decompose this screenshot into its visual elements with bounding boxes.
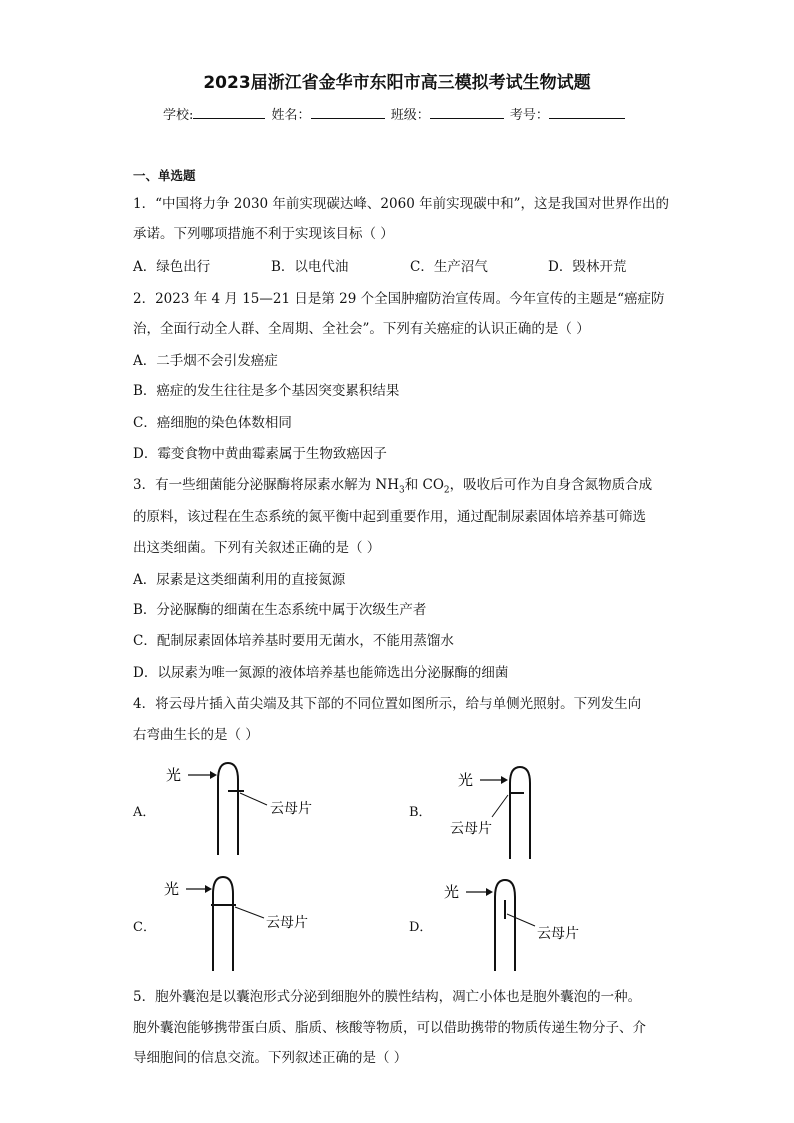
mica-pointer — [507, 914, 535, 926]
q4-figure-d — [440, 872, 600, 972]
q2-option-a[interactable]: A．二手烟不会引发癌症 — [133, 353, 278, 369]
q3-stem-line2: 的原料，该过程在生态系统的氮平衡中起到重要作用，通过配制尿素固体培养基可筛选 — [133, 509, 646, 525]
q4-stem-line1: 4．将云母片插入苗尖端及其下部的不同位置如图所示，给与单侧光照射。下列发生向 — [133, 696, 642, 712]
school-label: 学校: — [163, 108, 194, 123]
mica-pointer — [235, 907, 264, 918]
light-arrowhead — [501, 776, 508, 784]
class-label: 班级： — [390, 108, 430, 123]
mica-label: 云母片 — [537, 926, 579, 942]
q3-option-c[interactable]: C．配制尿素固体培养基时要用无菌水，不能用蒸馏水 — [133, 633, 454, 649]
coleoptile — [218, 763, 238, 855]
q2-stem-line1: 2．2023 年 4 月 15—21 日是第 29 个全国肿瘤防治宣传周。今年宣传的主题是“癌症防 — [133, 291, 665, 307]
q3-option-d[interactable]: D．以尿素为唯一氮源的液体培养基也能筛选出分泌脲酶的细菌 — [133, 665, 509, 681]
q1-option-a[interactable]: A．绿色出行 — [133, 259, 211, 275]
name-label: 姓名： — [271, 108, 311, 123]
q2-option-b[interactable]: B．癌症的发生往往是多个基因突变累积结果 — [133, 383, 400, 399]
light-arrowhead — [205, 885, 212, 893]
coleoptile — [213, 877, 233, 971]
q5-stem-line1: 5．胞外囊泡是以囊泡形式分泌到细胞外的膜性结构，凋亡小体也是胞外囊泡的一种。 — [133, 989, 642, 1005]
section-heading: 一、单选题 — [133, 168, 196, 183]
q1-option-d[interactable]: D．毁林开荒 — [548, 259, 627, 275]
light-label: 光 — [458, 771, 474, 789]
q3-option-b[interactable]: B．分泌脲酶的细菌在生态系统中属于次级生产者 — [133, 602, 427, 618]
coleoptile — [495, 880, 515, 971]
q4-figure-a — [160, 755, 330, 860]
q2-option-c[interactable]: C．癌细胞的染色体数相同 — [133, 415, 292, 431]
q1-stem-line1: 1．“中国将力争 2030 年前实现碳达峰、2060 年前实现碳中和”，这是我国对世界作出的 — [133, 196, 669, 212]
q4-figure-b — [440, 755, 560, 861]
id-label: 考号： — [509, 108, 549, 123]
q4-figure-c — [160, 872, 330, 972]
light-arrowhead — [486, 888, 493, 896]
q4-option-c-label[interactable]: C． — [133, 920, 156, 935]
name-blank[interactable] — [311, 106, 385, 119]
light-label: 光 — [164, 880, 180, 898]
light-label: 光 — [444, 883, 460, 901]
q2-stem-line2: 治，全面行动全人群、全周期、全社会”。下列有关癌症的认识正确的是（ ） — [133, 321, 590, 337]
class-blank[interactable] — [430, 106, 504, 119]
q5-stem-line2: 胞外囊泡能够携带蛋白质、脂质、核酸等物质，可以借助携带的物质传递生物分子、介 — [133, 1020, 646, 1036]
coleoptile — [510, 767, 530, 859]
q1-option-c[interactable]: C．生产沼气 — [410, 259, 488, 275]
q4-option-a-label[interactable]: A． — [133, 805, 156, 820]
q3-stem-line3: 出这类细菌。下列有关叙述正确的是（ ） — [133, 540, 381, 556]
q3-option-a[interactable]: A．尿素是这类细菌利用的直接氮源 — [133, 572, 346, 588]
mica-pointer — [240, 793, 267, 805]
q4-stem-line2: 右弯曲生长的是（ ） — [133, 727, 259, 743]
id-blank[interactable] — [549, 106, 625, 119]
q4-option-d-label[interactable]: D． — [409, 920, 433, 935]
mica-label: 云母片 — [266, 915, 308, 931]
q1-stem-line2: 承诺。下列哪项措施不利于实现该目标（ ） — [133, 226, 394, 242]
page-title: 2023届浙江省金华市东阳市高三模拟考试生物试题 — [203, 73, 591, 93]
q5-stem-line3: 导细胞间的信息交流。下列叙述正确的是（ ） — [133, 1050, 408, 1066]
q3-stem-line1: 3．有一些细菌能分泌脲酶将尿素水解为 $NH_3$和 $CO_2$，吸收后可作为自身含氮物质合成 — [133, 477, 653, 496]
q2-option-d[interactable]: D．霉变食物中黄曲霉素属于生物致癌因子 — [133, 446, 387, 462]
light-label: 光 — [166, 766, 182, 784]
student-info-line — [163, 104, 627, 123]
q4-option-b-label[interactable]: B． — [409, 805, 432, 820]
mica-label: 云母片 — [450, 821, 492, 837]
school-blank[interactable] — [193, 106, 265, 119]
mica-label: 云母片 — [270, 801, 312, 817]
light-arrowhead — [210, 771, 217, 779]
mica-pointer — [492, 795, 508, 817]
q1-option-b[interactable]: B．以电代油 — [271, 259, 349, 275]
